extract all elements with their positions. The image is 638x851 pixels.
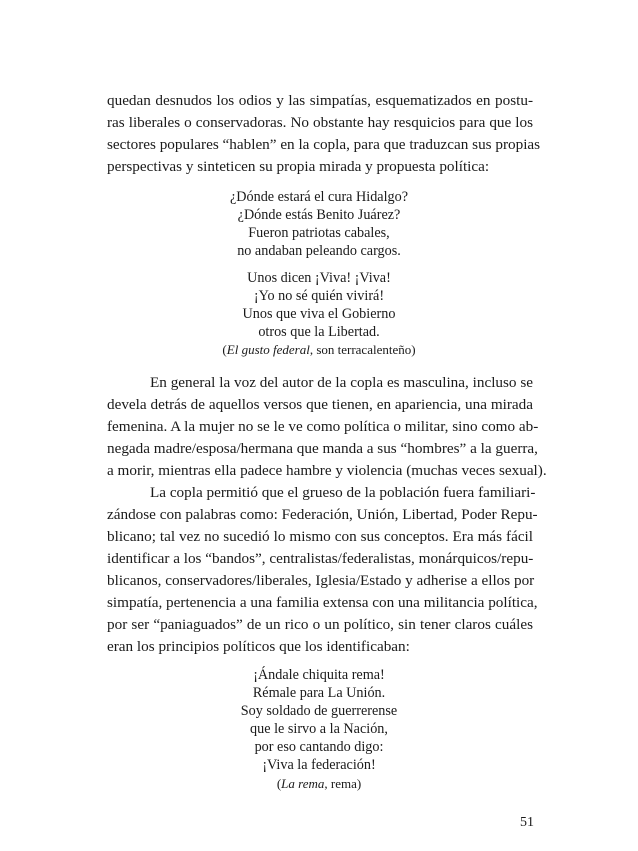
verse-citation — [0, 775, 638, 793]
paragraph-line: perspectivas y sinteticen su propia mirada y propuesta política: — [107, 158, 490, 175]
verse-line: otros que la Libertad. — [258, 324, 380, 340]
citation-open: ( — [222, 342, 227, 357]
paragraph-line: femenina. A la mujer no se le ve como política o militar, sino como ab- — [107, 418, 539, 435]
verse-line: por eso cantando digo: — [254, 739, 384, 755]
paragraph-line: zándose con palabras como: Federación, Unión, Libertad, Poder Repu- — [107, 506, 538, 523]
paragraph-line: En general la voz del autor de la copla es masculina, incluso se — [150, 374, 533, 391]
verse-line: ¡Yo no sé quién vivirá! — [253, 288, 385, 304]
verse-line: que le sirvo a la Nación, — [250, 721, 388, 737]
verse-line: Rémale para La Unión. — [252, 685, 386, 701]
citation-title: La rema — [281, 776, 325, 791]
verse-line: Soy soldado de guerrerense — [240, 703, 398, 719]
verse-line: no andaban peleando cargos. — [237, 243, 401, 259]
paragraph-line: ras liberales o conservadoras. No obstante hay resquicios para que los — [107, 114, 533, 131]
citation-rest: , rema) — [324, 776, 362, 791]
paragraph-line: sectores populares “hablen” en la copla, para que traduzcan sus propias — [107, 136, 541, 153]
paragraph-line: eran los principios políticos que los identificaban: — [107, 638, 410, 655]
page-number: 51 — [520, 815, 534, 830]
verse-line: Unos que viva el Gobierno — [242, 306, 396, 322]
paragraph-line: simpatía, pertenencia a una familia extensa con una militancia política, — [107, 594, 538, 611]
paragraph-line: identificar a los “bandos”, centralistas/federalistas, monárquicos/repu- — [107, 550, 534, 567]
paragraph-line: negada madre/esposa/hermana que manda a sus “hombres” a la guerra, — [107, 440, 538, 457]
paragraph-line: blicano; tal vez no sucedió lo mismo con sus conceptos. Era más fácil — [107, 528, 533, 545]
verse-line: ¡Ándale chiquita rema! — [253, 667, 385, 683]
paragraph-line: a morir, mientras ella padece hambre y violencia (muchas veces sexual). — [107, 462, 547, 479]
citation-title: El gusto federal — [226, 342, 310, 357]
verse-line: Fueron patriotas cabales, — [248, 225, 390, 241]
paragraph-line: devela detrás de aquellos versos que tienen, en apariencia, una mirada — [107, 396, 533, 413]
paragraph-line: blicanos, conservadores/liberales, Iglesia/Estado y adherise a ellos por — [107, 572, 535, 589]
citation-open: ( — [276, 776, 282, 791]
paragraph-line: La copla permitió que el grueso de la población fuera familiari- — [150, 484, 536, 501]
verse-line: Unos dicen ¡Viva! ¡Viva! — [247, 270, 391, 286]
paragraph-line: por ser “paniaguados” de un rico o un político, sin tener claros cuáles — [107, 616, 533, 633]
paragraph-line: quedan desnudos los odios y las simpatías, esquematizados en postu- — [107, 92, 533, 109]
verse-citation — [0, 341, 638, 359]
verse-line: ¿Dónde estás Benito Juárez? — [237, 207, 401, 223]
citation-rest: , son terracalenteño) — [309, 342, 416, 357]
verse-line: ¿Dónde estará el cura Hidalgo? — [229, 189, 409, 205]
verse-line: ¡Viva la federación! — [262, 757, 376, 773]
